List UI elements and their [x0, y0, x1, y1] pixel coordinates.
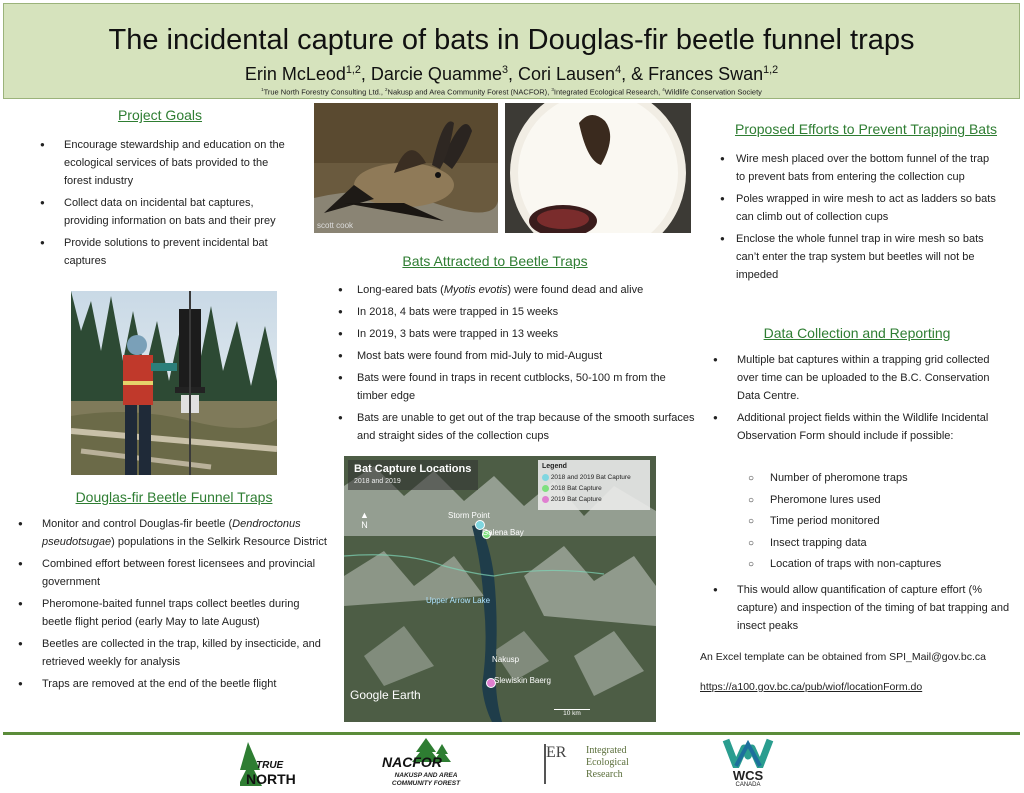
author-affiliation-mark: 1,2 — [345, 64, 361, 76]
author-affiliation-mark: 1,2 — [763, 64, 779, 76]
sub-list-item: ○ Insect trapping data — [770, 533, 1000, 555]
north-label: N — [361, 520, 368, 530]
bat-in-cup-graphic — [505, 103, 691, 233]
template-note: An Excel template can be obtained from SPI_Mail@gov.bc.ca — [700, 651, 986, 663]
map-brand: Google Earth — [350, 688, 421, 702]
list-item: ● Most bats were found from mid-July to mid-August — [357, 347, 697, 365]
wcs-logo — [722, 738, 774, 790]
affiliation: Integrated Ecological Research — [553, 87, 659, 97]
author-name: Frances Swan — [648, 64, 764, 84]
funnel-traps-list — [42, 515, 328, 697]
scale-bar: 10 km — [554, 709, 590, 717]
list-item: ● Beetles are collected in the trap, killed by insecticide, and retrieved weekly for analysis — [42, 635, 328, 671]
funnel-trap-photo — [71, 291, 277, 475]
legend-label: 2018 Bat Capture — [550, 485, 602, 493]
list-item — [357, 281, 697, 299]
list-item: ● Combined effort between forest licensees and provincial government — [42, 555, 328, 591]
author-name: Darcie Quamme — [370, 64, 502, 84]
author-name: Erin McLeod — [244, 64, 346, 84]
bat-in-cup-photo — [505, 103, 691, 233]
map-title: Bat Capture Locations — [354, 463, 472, 475]
list-item: ● Traps are removed at the end of the beetle flight — [42, 675, 328, 693]
author-name: Cori Lausen — [518, 64, 616, 84]
list-item: ● This would allow quantification of capture effort (% capture) and inspection of the timing of bat trapping and insect peaks — [737, 581, 1011, 635]
affiliation-mark: 4 — [662, 87, 665, 92]
legend-entry — [542, 496, 602, 503]
list-item: ● Multiple bat captures within a trapping grid collected over time can be uploaded to the B.C. Conservation Data Centre. — [737, 351, 1007, 405]
legend-label: 2018 and 2019 Bat Capture — [550, 474, 631, 482]
sub-list-item: ○ Number of pheromone traps — [770, 468, 1000, 490]
proposed-efforts-heading: Proposed Efforts to Prevent Trapping Bats — [734, 121, 997, 137]
logo-text: NORTH — [246, 771, 296, 787]
author-line: Erin McLeod$^{1,2}$, Darcie Quamme$^3$, Cori Lausen$^4$, & Frances Swan$^{1,2}$ — [244, 64, 779, 84]
bat-photo-graphic — [314, 103, 498, 233]
wiof-link[interactable]: https://a100.gov.bc.ca/pub/wiof/locationForm.do — [700, 681, 923, 693]
legend-title: Legend — [542, 463, 567, 470]
place-label: Galena Bay — [482, 528, 524, 537]
bats-attracted-heading: Bats Attracted to Beetle Traps — [402, 253, 588, 269]
list-item: ● Bats are unable to get out of the trap because of the smooth surfaces and straight sides of the collection cups — [357, 409, 697, 445]
list-item: ● Provide solutions to prevent incidental bat captures — [64, 234, 296, 270]
integrated-ecological-research-logo — [544, 740, 654, 788]
data-collection-list-continued — [737, 581, 1011, 639]
project-goals-list — [64, 136, 296, 274]
north-arrow-icon: ▲ N — [360, 510, 369, 530]
list-item: ● Poles wrapped in wire mesh to act as ladders so bats can climb out of collection cups — [736, 190, 1001, 226]
species-name: Dendroctonus pseudotsugae — [42, 518, 301, 548]
list-item-text: Monitor and control Douglas-fir beetle ( — [42, 518, 233, 530]
footer-divider — [3, 732, 1020, 735]
legend-swatch — [542, 496, 549, 503]
sub-list-item: ○ Location of traps with non-captures — [770, 554, 1000, 576]
list-item: ● Bats were found in traps in recent cutblocks, 50-100 m from the timber edge — [357, 369, 697, 405]
author-affiliation-mark: 3 — [501, 64, 508, 76]
poster-header — [3, 3, 1020, 99]
bats-attracted-list — [357, 281, 697, 449]
map-subtitle: 2018 and 2019 — [354, 478, 401, 485]
list-item: ● Encourage stewardship and education on the ecological services of bats provided to the forest industry — [64, 136, 296, 190]
logo-text: TRUE — [256, 760, 284, 771]
photo-credit: scott cook — [317, 221, 354, 230]
legend-entry — [542, 474, 631, 481]
affiliation-mark: 2 — [385, 87, 388, 92]
list-item: ● In 2019, 3 bats were trapped in 13 weeks — [357, 325, 697, 343]
affiliation-mark: 3 — [551, 87, 554, 92]
poster-title: The incidental capture of bats in Douglas-fir beetle funnel traps — [108, 24, 915, 56]
sub-list-item: ○ Time period monitored — [770, 511, 1000, 533]
legend-swatch — [542, 485, 549, 492]
nacfor-logo — [378, 738, 474, 790]
list-item-text: ) were found dead and alive — [507, 284, 644, 296]
logo-text: NAKUSP AND AREA — [394, 772, 458, 779]
list-item — [42, 515, 328, 551]
bat-photo — [314, 103, 498, 233]
data-collection-heading: Data Collection and Reporting — [763, 325, 951, 341]
legend-swatch — [542, 474, 549, 481]
logo-text-line: Research — [586, 769, 623, 780]
data-collection-list — [737, 351, 1007, 449]
proposed-efforts-list — [736, 150, 1001, 288]
list-item: ● Wire mesh placed over the bottom funnel of the trap to prevent bats from entering the collection cup — [736, 150, 1001, 186]
place-label: Nakusp — [492, 655, 520, 664]
logo-text — [586, 745, 629, 781]
form-fields-list — [770, 468, 1000, 576]
list-item: ● Additional project fields within the Wildlife Incidental Observation Form should include if possible: — [737, 409, 1007, 445]
legend-entry — [542, 485, 602, 492]
logo-mark: ER — [544, 744, 576, 784]
logo-text: CANADA — [735, 782, 761, 788]
map-legend — [538, 460, 650, 510]
list-item-text: Long-eared bats ( — [357, 284, 444, 296]
affiliation: True North Forestry Consulting Ltd. — [263, 87, 381, 97]
place-label: Slewiskin Baerg — [494, 676, 551, 685]
affiliation-line: $^1$True North Forestry Consulting Ltd., $^2$Nakusp and Area Community Forest (NACFOR), $^3$Integrated Ecological Research, $^4$Wildlife Conservation Society — [261, 87, 762, 97]
list-item: ● Collect data on incidental bat captures, providing information on bats and their prey — [64, 194, 296, 230]
map-title-box — [348, 460, 478, 490]
species-name: Myotis evotis — [443, 284, 508, 296]
legend-label: 2019 Bat Capture — [550, 496, 602, 504]
list-item: ● Pheromone-baited funnel traps collect beetles during beetle flight period (early May to late August) — [42, 595, 328, 631]
logo-text: NACFOR — [382, 754, 442, 770]
affiliation: Nakusp and Area Community Forest (NACFOR) — [387, 87, 548, 97]
list-item: ● Enclose the whole funnel trap in wire mesh so bats can’t enter the trap system but beetles will not be impeded — [736, 230, 1001, 284]
funnel-traps-heading: Douglas-fir Beetle Funnel Traps — [75, 489, 273, 505]
true-north-logo — [240, 740, 304, 788]
bat-capture-map — [344, 456, 656, 722]
logo-text-line: Ecological — [586, 757, 629, 768]
logo-text: COMMUNITY FOREST — [391, 780, 461, 787]
list-item: ● In 2018, 4 bats were trapped in 15 weeks — [357, 303, 697, 321]
place-label: Upper Arrow Lake — [426, 596, 491, 605]
sub-list-item: ○ Pheromone lures used — [770, 490, 1000, 512]
place-label: Storm Point — [448, 511, 490, 520]
affiliation: Wildlife Conservation Society — [664, 87, 762, 97]
project-goals-heading: Project Goals — [117, 107, 203, 123]
wcs-logo-graphic — [722, 738, 774, 768]
author-affiliation-mark: 4 — [615, 64, 622, 76]
affiliation-mark: 1 — [261, 87, 264, 92]
list-item-text: ) populations in the Selkirk Resource District — [111, 536, 327, 548]
logo-text: WCS — [732, 768, 764, 783]
funnel-trap-photo-graphic — [71, 291, 277, 475]
logo-text-line: Integrated — [586, 745, 627, 756]
